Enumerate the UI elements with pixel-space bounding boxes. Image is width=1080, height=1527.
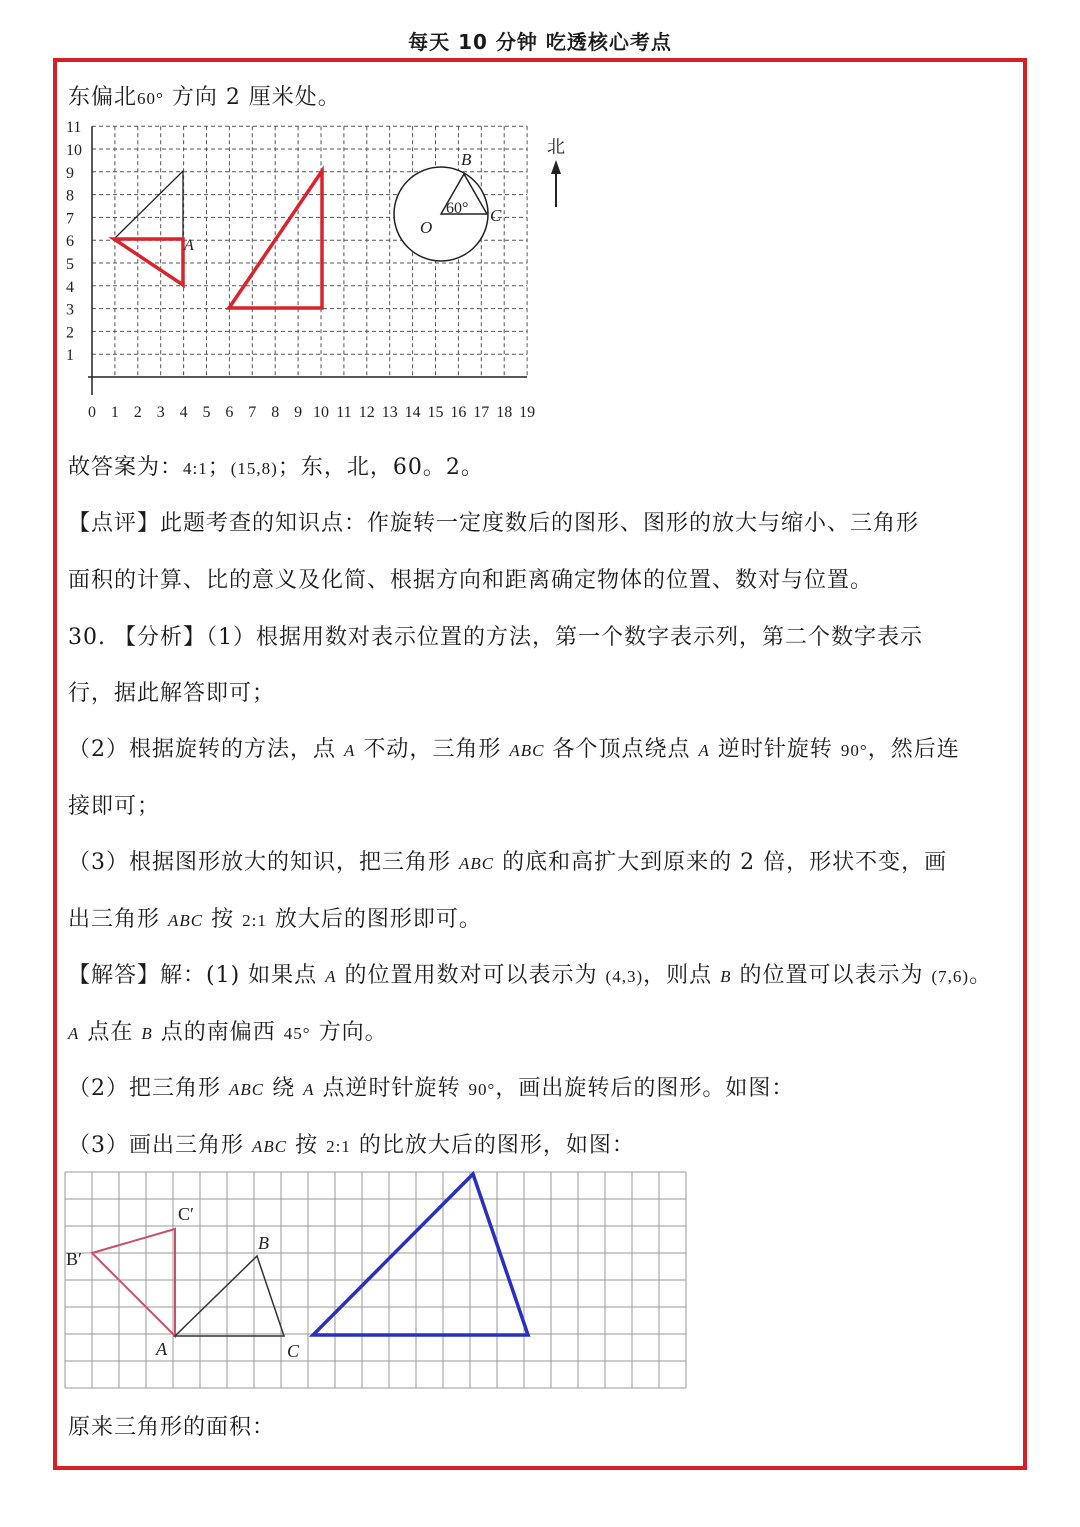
- vertex-b-prime-label: B′: [66, 1249, 82, 1269]
- text-line-direction: 东偏北60° 方向 2 厘米处。: [68, 85, 341, 110]
- x-tick-label: 5: [202, 404, 211, 421]
- text-solution-1: 【解答】解：(1) 如果点 A 的位置用数对可以表示为 (4,3)，则点 B 的位置可以表示为 (7,6)。: [68, 963, 993, 988]
- text-enlarge-2: 出三角形 ABC 按 2:1 放大后的图形即可。: [68, 907, 482, 932]
- x-tick-label: 10: [313, 404, 329, 421]
- original-triangle: [114, 171, 183, 239]
- text-q30-analysis-1: 30. 【分析】（1）根据用数对表示位置的方法，第一个数字表示列，第二个数字表示: [68, 625, 923, 650]
- x-tick-label: 4: [179, 404, 188, 421]
- original-triangle-abc: [175, 1256, 284, 1336]
- north-arrow-icon: [551, 160, 561, 174]
- text-solution-2: A 点在 B 点的南偏西 45° 方向。: [68, 1020, 388, 1045]
- y-tick-label: 8: [66, 187, 74, 205]
- x-tick-label: 0: [88, 404, 96, 421]
- x-tick-label: 6: [225, 404, 234, 421]
- x-tick-label: 14: [404, 404, 421, 421]
- text-enlarge-1: （3）根据图形放大的知识，把三角形 ABC 的底和高扩大到原来的 2 倍，形状不变，画: [68, 850, 948, 875]
- text-solution-3: （2）把三角形 ABC 绕 A 点逆时针旋转 90°，画出旋转后的图形。如图：: [68, 1076, 795, 1101]
- x-tick-label: 2: [133, 404, 142, 421]
- text-q30-analysis-2: 行，据此解答即可；: [68, 681, 276, 706]
- x-tick-label: 18: [496, 404, 513, 421]
- text-answer: 故答案为：4:1；(15,8)；东，北，60。2。: [68, 455, 484, 480]
- point-b-label: B: [461, 150, 472, 169]
- x-tick-label: 3: [156, 404, 165, 421]
- angle-label: 60°: [446, 200, 469, 217]
- x-tick-label: 17: [473, 404, 490, 421]
- north-label: 北: [547, 137, 565, 157]
- x-tick-label: 19: [519, 404, 536, 421]
- point-a-label: A: [184, 237, 194, 254]
- enlarged-triangle-blue: [313, 1174, 528, 1335]
- rotated-triangle: [114, 239, 183, 285]
- vertex-c-prime-label: C′: [178, 1204, 194, 1224]
- vertex-a-label: A: [156, 1339, 167, 1359]
- x-tick-label: 8: [271, 404, 280, 421]
- y-tick-label: 5: [66, 256, 74, 273]
- text-comment-2: 面积的计算、比的意义及化简、根据方向和距离确定物体的位置、数对与位置。: [68, 568, 874, 593]
- x-tick-label: 11: [336, 404, 352, 421]
- y-tick-label: 9: [66, 164, 74, 182]
- text-solution-4: （3）画出三角形 ABC 按 2:1 的比放大后的图形，如图：: [68, 1133, 635, 1158]
- y-tick-label: 2: [66, 324, 74, 342]
- x-axis-tick-labels: [88, 404, 535, 421]
- x-tick-label: 15: [427, 404, 444, 421]
- y-tick-label: 6: [66, 233, 74, 251]
- vertex-b-label: B: [258, 1233, 269, 1253]
- point-o-label: O: [420, 218, 433, 237]
- figure-coordinate-grid: [60, 119, 580, 423]
- y-tick-label: 11: [66, 119, 82, 137]
- vertex-c-label: C: [287, 1341, 300, 1361]
- y-tick-label: 4: [66, 278, 74, 296]
- y-axis-tick-labels: [66, 119, 82, 364]
- figure-square-grid: [62, 1168, 698, 1396]
- point-c-label: C: [490, 206, 502, 225]
- x-tick-label: 1: [110, 404, 119, 421]
- page-header: 每天 10 分钟 吃透核心考点: [408, 30, 672, 54]
- x-tick-label: 12: [358, 404, 375, 421]
- text-comment-1: 【点评】此题考查的知识点：作旋转一定度数后的图形、图形的放大与缩小、三角形: [68, 511, 920, 536]
- x-tick-label: 16: [450, 404, 467, 421]
- x-tick-label: 13: [381, 404, 398, 421]
- text-rotation-1: （2）根据旋转的方法，点 A 不动，三角形 ABC 各个顶点绕点 A 逆时针旋转 90°，然后连: [68, 737, 960, 762]
- rotated-triangle-pink: [92, 1229, 175, 1336]
- y-tick-label: 10: [66, 142, 82, 159]
- text-original-area: 原来三角形的面积：: [68, 1415, 276, 1440]
- text-rotation-2: 接即可；: [68, 794, 161, 819]
- y-tick-label: 3: [66, 301, 74, 319]
- x-tick-label: 9: [294, 404, 303, 421]
- y-tick-label: 1: [66, 347, 74, 365]
- y-tick-label: 7: [66, 210, 74, 228]
- x-tick-label: 7: [248, 404, 257, 421]
